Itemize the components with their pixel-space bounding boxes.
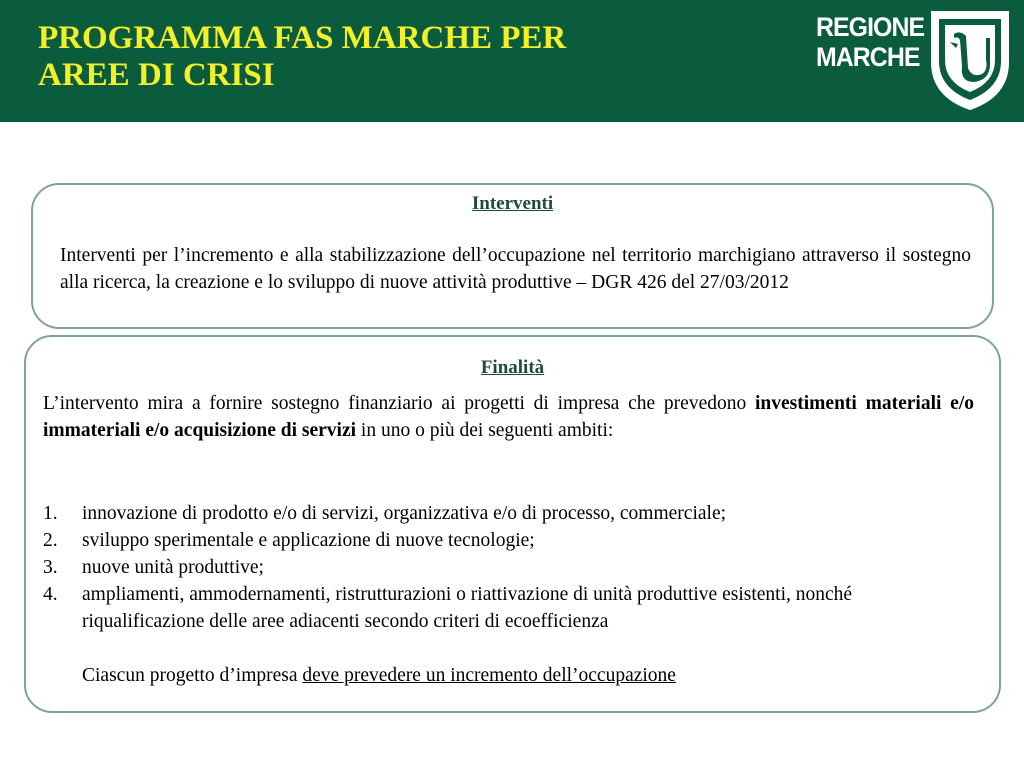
interventi-text: Interventi per l’incremento e alla stabilizzazione dell’occupazione nel territorio marchigiano attraverso il sostegno alla ricerca, la creazione e lo sviluppo di nuove attività produttive – DGR 426 del 27/03/2012 — [60, 245, 971, 293]
finalita-intro-after: in uno o più dei seguenti ambiti: — [356, 420, 614, 441]
list-item — [43, 500, 974, 527]
coat-of-arms-icon — [928, 8, 1012, 112]
interventi-box — [31, 183, 994, 329]
page-title-line1: PROGRAMMA FAS MARCHE PER — [38, 20, 567, 56]
closing-statement — [82, 662, 676, 689]
finalita-intro — [43, 390, 974, 444]
page-title-line2: AREE DI CRISI — [38, 57, 275, 93]
finalita-box — [24, 335, 1001, 713]
list-item — [43, 527, 974, 554]
list-item-text: sviluppo sperimentale e applicazione di nuove tecnologie; — [82, 530, 535, 551]
interventi-heading: Interventi — [471, 193, 554, 214]
closing-before: Ciascun progetto d’impresa — [82, 665, 303, 686]
logo-text — [816, 12, 924, 72]
list-item-text: innovazione di prodotto e/o di servizi, organizzativa e/o di processo, commerciale; — [82, 503, 727, 524]
list-item-number: 3. — [43, 557, 58, 578]
list-item-number: 1. — [43, 503, 58, 524]
finalita-heading: Finalità — [480, 357, 545, 378]
page-title — [38, 20, 566, 94]
list-item-number: 4. — [43, 584, 58, 605]
closing-underlined: deve prevedere un incremento dell’occupazione — [302, 665, 676, 686]
list-item-text: ampliamenti, ammodernamenti, ristrutturazioni o riattivazione di unità produttive esistenti, nonché riqualificazione delle aree adiacenti secondo criteri di ecoefficienza — [82, 584, 853, 632]
regione-marche-logo — [816, 8, 1016, 116]
finalita-intro-before: L’intervento mira a fornire sostegno finanziario ai progetti di impresa che prevedono — [43, 393, 756, 414]
list-item — [43, 554, 974, 581]
logo-text-line1: REGIONE — [816, 12, 925, 42]
finalita-intro-bold: investimenti materiali e/o immateriali e/o acquisizione di servizi — [43, 393, 974, 441]
header-bar — [0, 0, 1024, 122]
list-item-number: 2. — [43, 530, 58, 551]
ambiti-list — [43, 500, 974, 635]
list-item — [43, 581, 974, 635]
logo-text-line2: MARCHE — [816, 42, 920, 72]
list-item-text: nuove unità produttive; — [82, 557, 264, 578]
